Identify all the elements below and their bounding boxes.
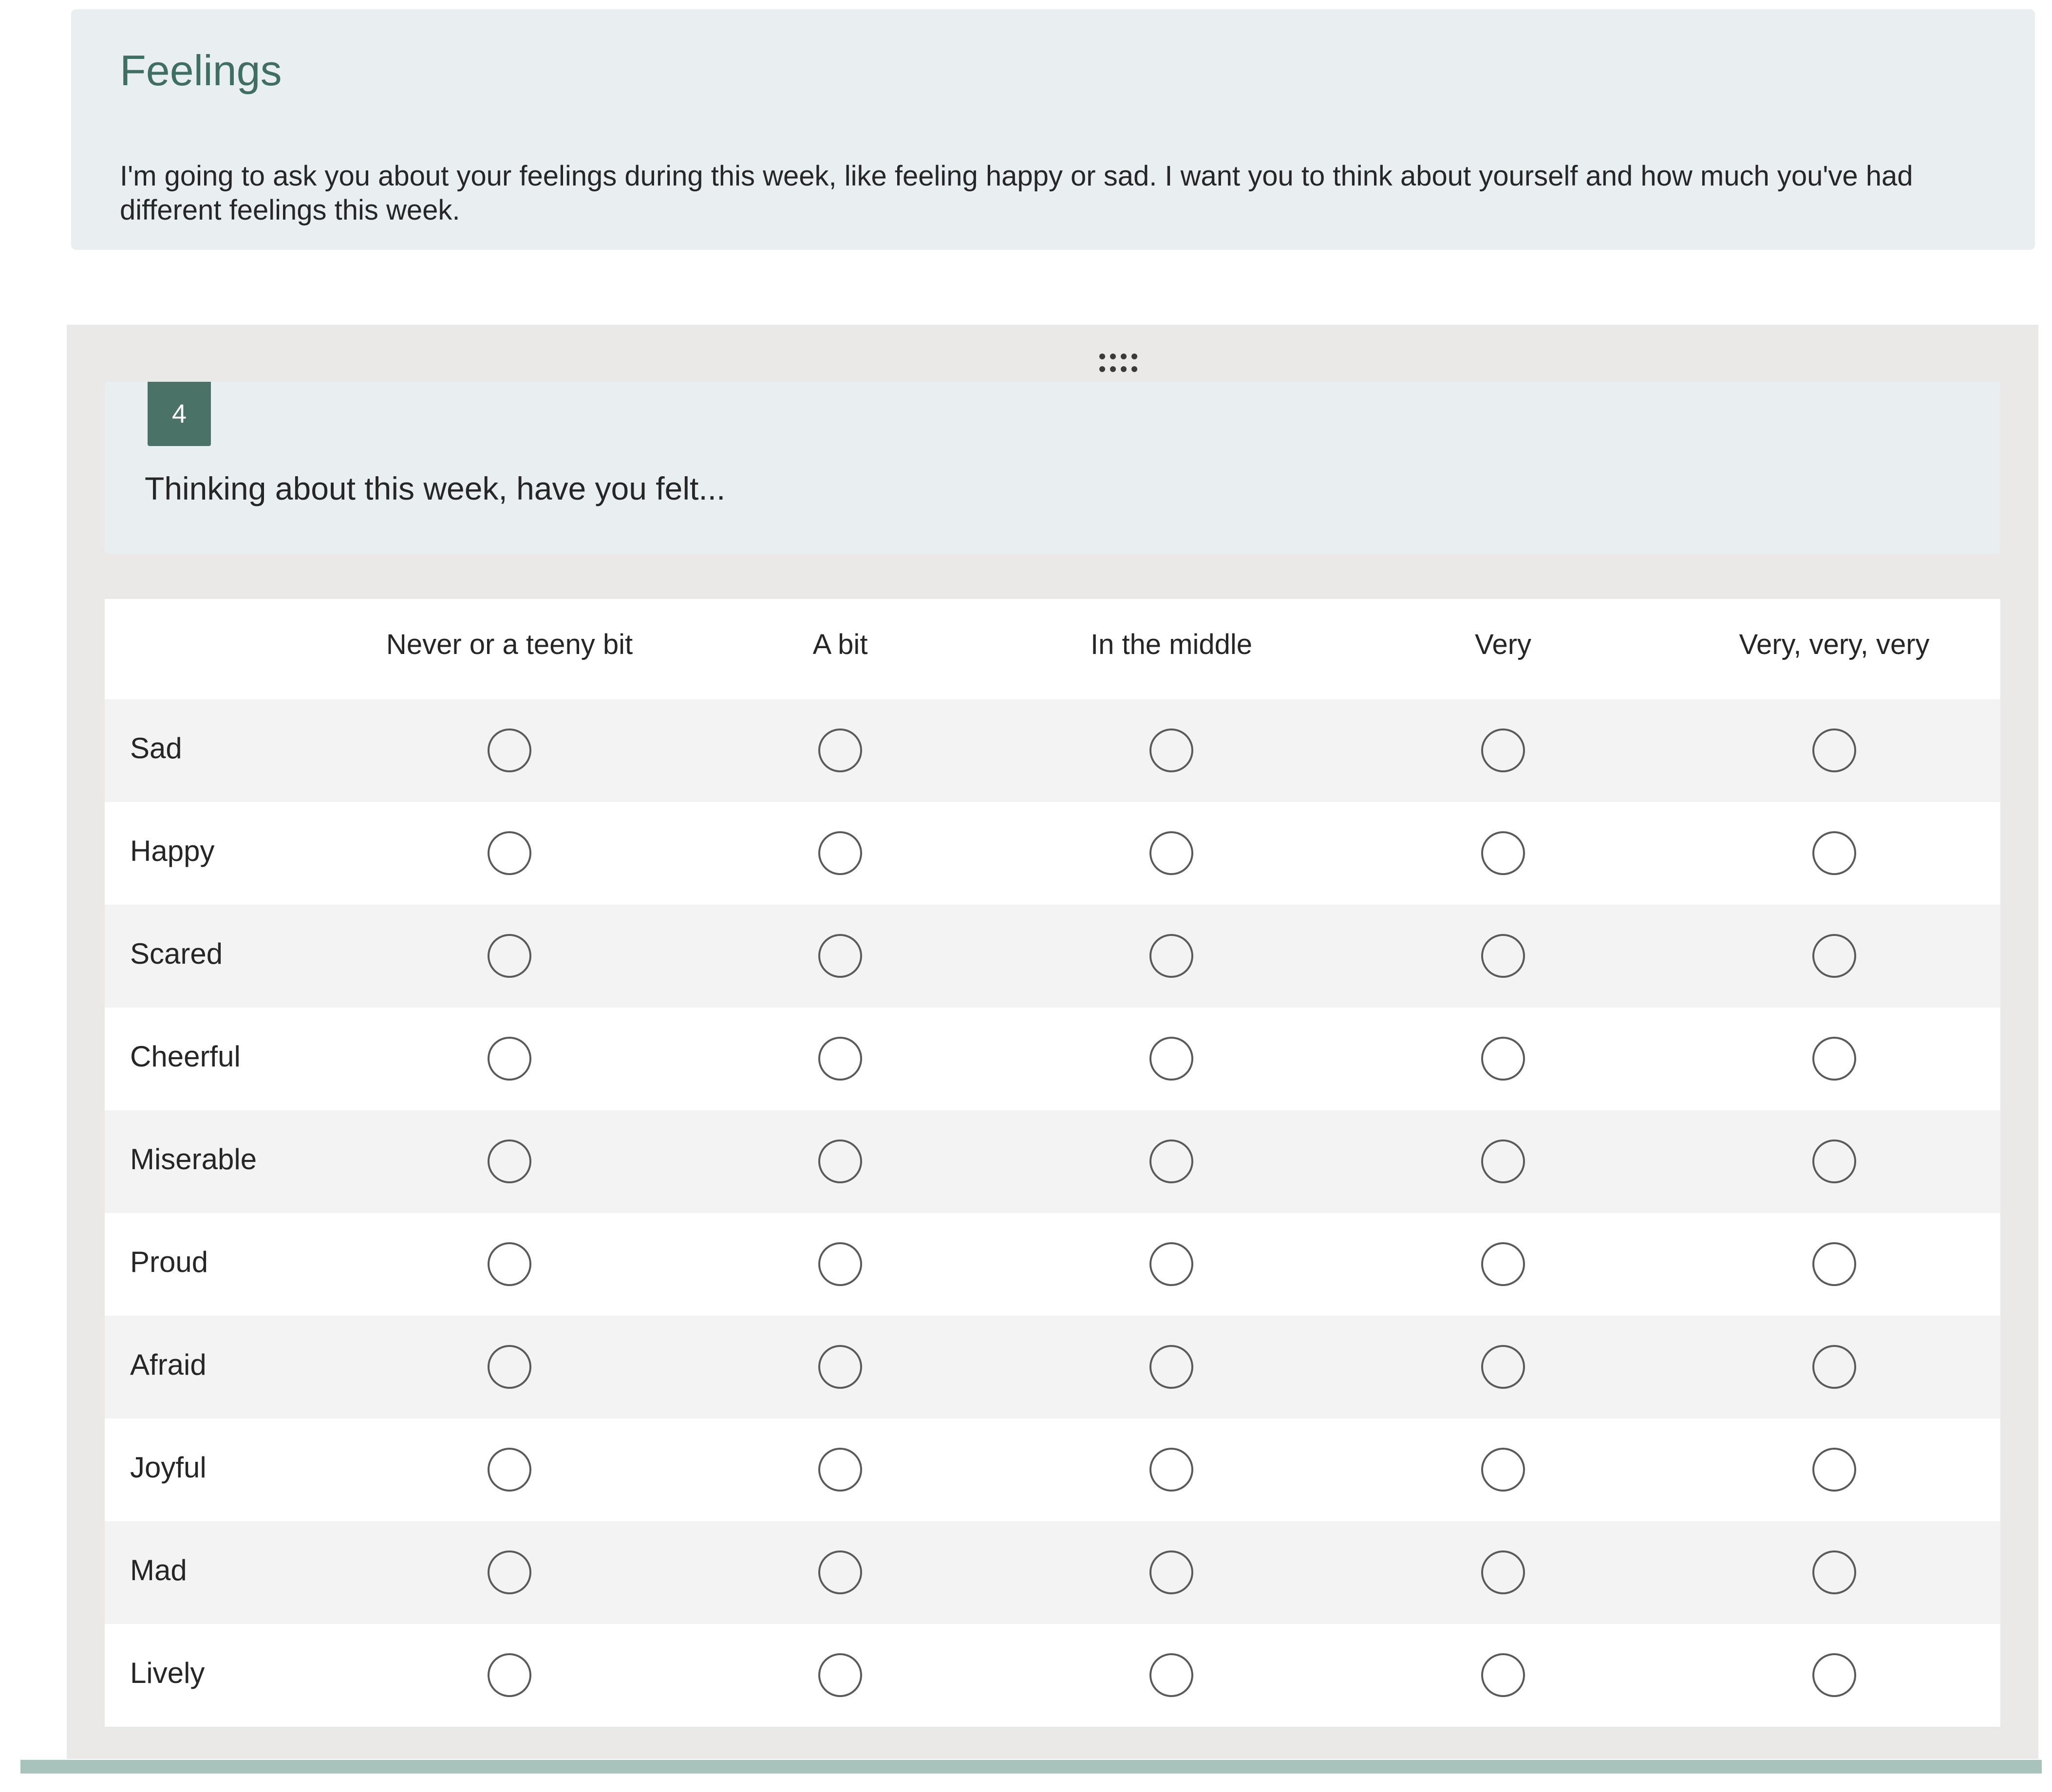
radio-mad-option-1[interactable] <box>488 1550 531 1594</box>
radio-sad-option-1[interactable] <box>488 728 531 772</box>
row-label: Cheerful <box>130 1040 241 1073</box>
radio-cheerful-option-2[interactable] <box>818 1037 862 1081</box>
grid-header-row <box>105 599 2000 699</box>
radio-joyful-option-2[interactable] <box>818 1448 862 1492</box>
radio-miserable-option-4[interactable] <box>1481 1139 1525 1183</box>
radio-scared-option-3[interactable] <box>1149 934 1193 978</box>
radio-afraid-option-3[interactable] <box>1149 1345 1193 1389</box>
radio-happy-option-4[interactable] <box>1481 831 1525 875</box>
grid-row-lively <box>105 1624 2000 1727</box>
radio-proud-option-1[interactable] <box>488 1242 531 1286</box>
radio-joyful-option-1[interactable] <box>488 1448 531 1492</box>
grid-row-miserable <box>105 1110 2000 1213</box>
grid-row-mad <box>105 1521 2000 1624</box>
radio-miserable-option-1[interactable] <box>488 1139 531 1183</box>
question-text: Thinking about this week, have you felt... <box>145 470 726 506</box>
column-header: Very, very, very <box>1739 629 1930 660</box>
row-label: Afraid <box>130 1348 207 1381</box>
radio-lively-option-1[interactable] <box>488 1653 531 1697</box>
grid-row-proud <box>105 1213 2000 1316</box>
radio-proud-option-4[interactable] <box>1481 1242 1525 1286</box>
radio-scared-option-5[interactable] <box>1812 934 1856 978</box>
radio-joyful-option-3[interactable] <box>1149 1448 1193 1492</box>
radio-miserable-option-3[interactable] <box>1149 1139 1193 1183</box>
radio-mad-option-2[interactable] <box>818 1550 862 1594</box>
radio-happy-option-2[interactable] <box>818 831 862 875</box>
radio-afraid-option-4[interactable] <box>1481 1345 1525 1389</box>
section-header <box>71 9 2035 250</box>
likert-grid <box>105 599 2000 1727</box>
radio-lively-option-3[interactable] <box>1149 1653 1193 1697</box>
radio-scared-option-1[interactable] <box>488 934 531 978</box>
column-header: A bit <box>812 629 868 660</box>
radio-mad-option-3[interactable] <box>1149 1550 1193 1594</box>
row-label: Miserable <box>130 1143 257 1176</box>
radio-proud-option-5[interactable] <box>1812 1242 1856 1286</box>
grid-row-joyful <box>105 1419 2000 1521</box>
grid-row-scared <box>105 905 2000 1008</box>
question-number-badge: 4 <box>148 382 211 446</box>
radio-cheerful-option-3[interactable] <box>1149 1037 1193 1081</box>
column-header: In the middle <box>1090 629 1253 660</box>
row-label: Mad <box>130 1554 187 1587</box>
radio-sad-option-4[interactable] <box>1481 728 1525 772</box>
radio-happy-option-3[interactable] <box>1149 831 1193 875</box>
grid-row-sad <box>105 699 2000 802</box>
radio-cheerful-option-4[interactable] <box>1481 1037 1525 1081</box>
row-label: Lively <box>130 1657 205 1689</box>
radio-joyful-option-4[interactable] <box>1481 1448 1525 1492</box>
radio-happy-option-5[interactable] <box>1812 831 1856 875</box>
column-header: Never or a teeny bit <box>386 629 633 660</box>
radio-scared-option-2[interactable] <box>818 934 862 978</box>
radio-miserable-option-5[interactable] <box>1812 1139 1856 1183</box>
row-label: Joyful <box>130 1451 207 1484</box>
grid-row-happy <box>105 802 2000 905</box>
row-label: Sad <box>130 732 182 765</box>
footer-bar <box>20 1760 2042 1773</box>
radio-scared-option-4[interactable] <box>1481 934 1525 978</box>
question-header <box>105 382 2000 554</box>
section-title: Feelings <box>120 46 282 94</box>
radio-sad-option-5[interactable] <box>1812 728 1856 772</box>
row-label: Proud <box>130 1246 208 1278</box>
grid-row-cheerful <box>105 1008 2000 1110</box>
question-card <box>67 325 2038 1759</box>
grid-row-afraid <box>105 1316 2000 1419</box>
radio-miserable-option-2[interactable] <box>818 1139 862 1183</box>
radio-sad-option-3[interactable] <box>1149 728 1193 772</box>
radio-mad-option-4[interactable] <box>1481 1550 1525 1594</box>
radio-joyful-option-5[interactable] <box>1812 1448 1856 1492</box>
section-description: I'm going to ask you about your feelings during this week, like feeling happy or sad. I want you to think about yourself and how much you've had different feelings this week. <box>120 160 1913 226</box>
radio-afraid-option-1[interactable] <box>488 1345 531 1389</box>
radio-mad-option-5[interactable] <box>1812 1550 1856 1594</box>
radio-cheerful-option-5[interactable] <box>1812 1037 1856 1081</box>
radio-sad-option-2[interactable] <box>818 728 862 772</box>
radio-lively-option-5[interactable] <box>1812 1653 1856 1697</box>
drag-handle-icon[interactable] <box>1099 354 1138 378</box>
radio-lively-option-4[interactable] <box>1481 1653 1525 1697</box>
row-label: Happy <box>130 835 215 867</box>
radio-cheerful-option-1[interactable] <box>488 1037 531 1081</box>
radio-proud-option-3[interactable] <box>1149 1242 1193 1286</box>
radio-afraid-option-5[interactable] <box>1812 1345 1856 1389</box>
radio-proud-option-2[interactable] <box>818 1242 862 1286</box>
radio-happy-option-1[interactable] <box>488 831 531 875</box>
column-header: Very <box>1474 629 1532 660</box>
radio-lively-option-2[interactable] <box>818 1653 862 1697</box>
row-label: Scared <box>130 937 223 970</box>
radio-afraid-option-2[interactable] <box>818 1345 862 1389</box>
